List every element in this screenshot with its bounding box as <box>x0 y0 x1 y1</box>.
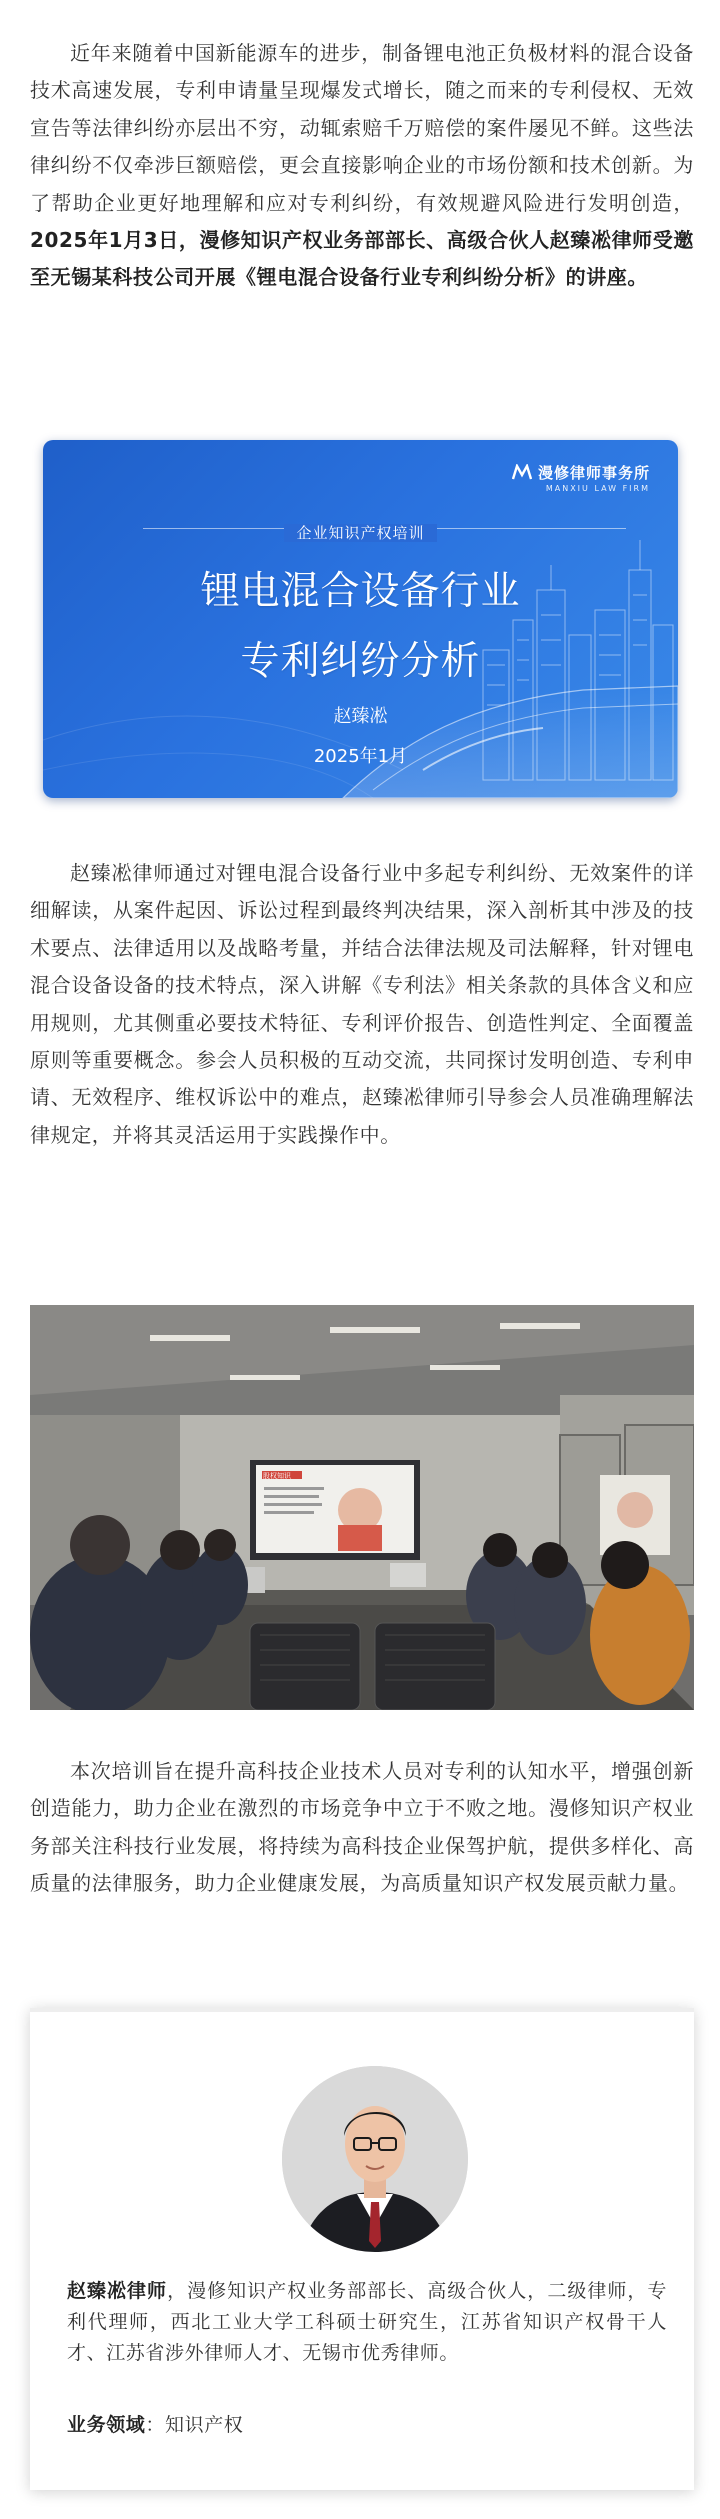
logo-chinese-name: 漫修律师事务所 <box>537 464 650 482</box>
lecture-banner <box>43 440 678 798</box>
banner-presenter: 赵臻凇 <box>333 706 388 727</box>
practice-area-value: ：知识产权 <box>145 2414 244 2436</box>
training-summary-paragraph: 本次培训旨在提升高科技企业技术人员对专利的认知水平，增强创新创造能力，助力企业在激烈的市场竞争中立于不败之地。漫修知识产权业务部关注科技行业发展，将持续为高科技企业保驾护航，提供多样化、高质量的法律服务，助力企业健康发展，为高质量知识产权发展贡献力量。 <box>30 1759 694 1896</box>
banner-title-line2: 专利纠纷分析 <box>240 639 481 684</box>
practice-area-label: 业务领域 <box>67 2414 146 2436</box>
lawyer-name: 赵臻凇律师 <box>67 2280 168 2302</box>
screen-slide-title: 股权知识 <box>263 1472 291 1480</box>
lecture-content-paragraph: 赵臻凇律师通过对锂电混合设备行业中多起专利纠纷、无效案件的详细解读，从案件起因、诉讼过程到最终判决结果，深入剖析其中涉及的技术要点、法律适用以及战略考量，并结合法律法规及司法解释，针对锂电混合设备设备的技术特点，深入讲解《专利法》相关条款的具体含义和应用规则，尤其侧重必要技术特征、专利评价报告、创造性判定、全面覆盖原则等重要概念。参会人员积极的互动交流，共同探讨发明创造、专利申请、无效程序、维权诉讼中的难点，赵臻凇律师引导参会人员准确理解法律规定，并将其灵活运用于实践操作中。 <box>30 861 694 1147</box>
law-firm-logo-icon <box>512 464 532 480</box>
logo-english-name: MANXIU LAW FIRM <box>545 484 650 493</box>
law-firm-logo <box>512 462 650 493</box>
banner-title-line1: 锂电混合设备行业 <box>200 569 521 614</box>
lawyer-avatar <box>282 2066 468 2252</box>
banner-tag-text: 企业知识产权培训 <box>284 524 436 542</box>
intro-paragraph <box>30 35 694 297</box>
intro-text: 近年来随着中国新能源车的进步，制备锂电池正负极材料的混合设备技术高速发展，专利申请量呈现爆发式增长，随之而来的专利侵权、无效宣告等法律纠纷亦层出不穷，动辄索赔千万赔偿的案件屡见不鲜。这些法律纠纷不仅牵涉巨额赔偿，更会直接影响企业的市场份额和技术创新。为了帮助企业更好地理解和应对专利纠纷，有效规避风险进行发明创造， <box>30 41 694 215</box>
banner-date: 2025年1月 <box>313 746 408 767</box>
banner-tag <box>43 522 678 543</box>
intro-highlight: 2025年1月3日，漫修知识产权业务部部长、高级合伙人赵臻凇律师受邀至无锡某科技公司开展《锂电混合设备行业专利纠纷分析》的讲座。 <box>30 228 694 290</box>
meeting-room-photo <box>30 1305 694 1710</box>
card-top-divider <box>30 2008 694 2012</box>
lawyer-description: ，漫修知识产权业务部部长、高级合伙人，二级律师，专利代理师，西北工业大学工科硕士研究生，江苏省知识产权骨干人才、江苏省涉外律师人才、无锡市优秀律师。 <box>67 2280 667 2364</box>
meeting-scene-illustration <box>30 1305 694 1710</box>
lawyer-bio <box>67 2276 667 2369</box>
lawyer-profile-card <box>30 2008 694 2490</box>
lawyer-portrait-illustration <box>282 2066 468 2252</box>
practice-area <box>67 2410 243 2437</box>
